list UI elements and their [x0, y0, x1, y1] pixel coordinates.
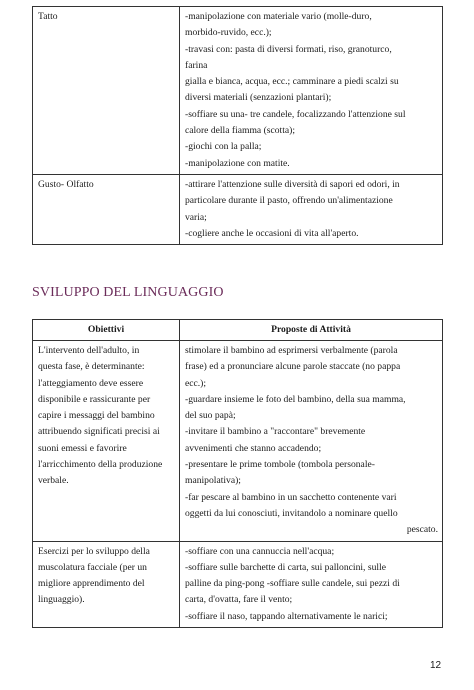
text-line: avvenimenti che stanno accadendo;: [185, 442, 322, 454]
text-line: oggetti da lui conosciuti, invitandolo a nominare quello: [185, 507, 398, 519]
text-line: carta, d'ovatta, fare il vento;: [185, 594, 293, 606]
text-line: questa fase, è determinante:: [38, 361, 145, 373]
text-line: frase) ed a pronunciare alcune parole staccate (no pappa: [185, 361, 401, 373]
section-title: SVILUPPO DEL LINGUAGGIO: [32, 285, 224, 300]
table-row: [33, 541, 443, 627]
text-line: -soffiare con una cannuccia nell'acqua;: [185, 545, 335, 557]
text-line: -soffiare il naso, tappando alternativamente le narici;: [185, 610, 388, 622]
sense-label: Gusto- Olfatto: [33, 174, 180, 244]
language-development-table: [32, 319, 443, 628]
page-number: 12: [430, 660, 442, 671]
text-line: -far pescare al bambino in un sacchetto contenente vari: [185, 491, 397, 503]
text-line: suoni emessi e favorire: [38, 442, 127, 454]
text-line: migliore apprendimento del: [38, 578, 145, 590]
text-line: L'intervento dell'adulto, in: [38, 345, 140, 356]
text-line: diversi materiali (senzazioni plantari);: [185, 92, 332, 104]
text-line: varia;: [185, 211, 207, 223]
text-line: -presentare le prime tombole (tombola personale-: [185, 459, 375, 471]
senses-activities-table: [32, 6, 443, 245]
language-table-body: [33, 341, 443, 628]
activity-cell: [180, 341, 443, 542]
text-line: -giochi con la palla;: [185, 141, 262, 153]
text-line: palline da ping-pong -soffiare sulle candele, sui pezzi di: [185, 578, 400, 590]
header-objectives: Obiettivi: [33, 320, 180, 341]
table-row: [33, 7, 443, 175]
text-line: manipolativa);: [185, 475, 241, 487]
text-line: capire i messaggi del bambino: [38, 410, 155, 422]
text-line: attribuendo significati precisi ai: [38, 426, 160, 438]
text-line: Esercizi per lo sviluppo della: [38, 545, 150, 557]
text-line: disponibile e rassicurante per: [38, 393, 151, 405]
text-line: -cogliere anche le occasioni di vita all'aperto.: [185, 227, 359, 239]
text-line: l'arricchimento della produzione: [38, 459, 163, 471]
table-row: [33, 341, 443, 542]
text-line: -manipolazione con matite.: [185, 157, 290, 169]
text-line: particolare durante il pasto, offrendo un'alimentazione: [185, 195, 393, 207]
text-line: -soffiare su una- tre candele, focalizzando l'attenzione sul: [185, 108, 406, 120]
text-line: del suo papà;: [185, 410, 236, 422]
text-line: pescato.: [406, 524, 438, 536]
senses-table-body: [33, 7, 443, 245]
text-line: linguaggio).: [38, 594, 85, 606]
text-line: gialla e bianca, acqua, ecc.; camminare a piedi scalzi su: [185, 76, 399, 88]
text-line: stimolare il bambino ad esprimersi verbalmente (parola: [185, 345, 398, 356]
activity-cell: [180, 174, 443, 244]
text-line: -travasi con: pasta di diversi formati, riso, granoturco,: [185, 43, 392, 55]
table-row: [33, 174, 443, 244]
activity-cell: [180, 541, 443, 627]
text-line: calore della fiamma (scotta);: [185, 125, 296, 137]
text-line: -guardare insieme le foto del bambino, della sua mamma,: [185, 393, 406, 405]
table-header-row: [33, 320, 443, 341]
text-line: muscolatura facciale (per un: [38, 561, 147, 573]
objective-cell: [33, 341, 180, 542]
text-line: -manipolazione con materiale vario (molle-duro,: [185, 11, 372, 22]
text-line: l'atteggiamento deve essere: [38, 377, 144, 389]
text-line: morbido-ruvido, ecc.);: [185, 27, 272, 39]
text-line: ecc.);: [185, 377, 207, 389]
text-line: -soffiare sulle barchette di carta, sui palloncini, sulle: [185, 561, 386, 573]
text-line: -attirare l'attenzione sulle diversità di sapori ed odori, in: [185, 178, 400, 190]
text-line: verbale.: [38, 475, 69, 487]
text-line: -invitare il bambino a "raccontare" brevemente: [185, 426, 366, 438]
text-line: farina: [185, 59, 208, 71]
objective-cell: [33, 541, 180, 627]
header-activities: Proposte di Attività: [180, 320, 443, 341]
sense-label: Tatto: [33, 7, 180, 175]
activity-cell: [180, 7, 443, 175]
